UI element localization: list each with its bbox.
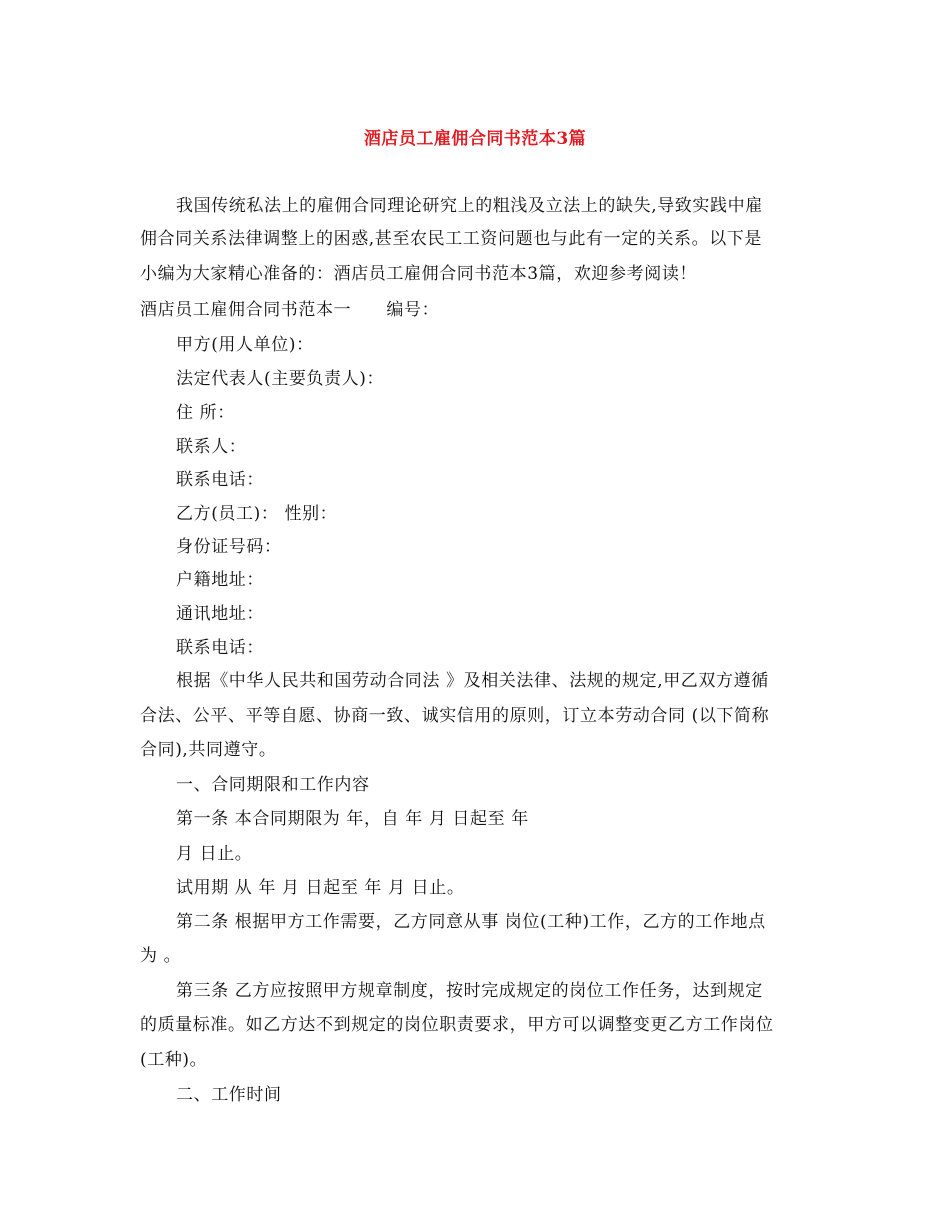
address-line: 住 所： — [176, 403, 235, 423]
household-address-line: 户籍地址： — [176, 570, 264, 590]
mailing-address-line: 通讯地址： — [176, 604, 264, 624]
id-number-line: 身份证号码： — [176, 537, 282, 557]
section-1-heading: 一、合同期限和工作内容 — [176, 775, 370, 795]
basis-line-1: 根据《中华人民共和国劳动合同法 》及相关法律、法规的规定,甲乙双方遵循 — [176, 671, 769, 691]
intro-line-2: 佣合同关系法律调整上的困惑,甚至农民工工资问题也与此有一定的关系。以下是 — [140, 229, 763, 249]
document-title: 酒店员工雇佣合同书范本3篇 — [363, 129, 587, 149]
party-a-line: 甲方(用人单位)： — [176, 335, 314, 355]
contract-heading: 酒店员工雇佣合同书范本一 编号： — [140, 300, 440, 320]
article-2-line-1: 第二条 根据甲方工作需要，乙方同意从事 岗位(工种)工作，乙方的工作地点 — [176, 912, 766, 932]
article-3-line-3: (工种)。 — [140, 1050, 208, 1070]
party-b-line: 乙方(员工)： 性别： — [176, 504, 338, 524]
contact-phone-a-line: 联系电话： — [176, 470, 264, 490]
article-1-line-2: 月 日止。 — [176, 844, 253, 864]
probation-line: 试用期 从 年 月 日起至 年 月 日止。 — [176, 878, 465, 898]
article-2-line-2: 为 。 — [140, 946, 182, 966]
intro-line-1: 我国传统私法上的雇佣合同理论研究上的粗浅及立法上的缺失,导致实践中雇 — [176, 196, 763, 216]
basis-line-3: 合同),共同遵守。 — [140, 740, 277, 760]
contact-phone-b-line: 联系电话： — [176, 638, 264, 658]
article-3-line-2: 的质量标准。如乙方达不到规定的岗位职责要求，甲方可以调整变更乙方工作岗位 — [140, 1015, 774, 1035]
legal-rep-line: 法定代表人(主要负责人)： — [176, 369, 385, 389]
contact-person-line: 联系人： — [176, 437, 247, 457]
article-1-line-1: 第一条 本合同期限为 年，自 年 月 日起至 年 — [176, 809, 529, 829]
section-2-heading: 二、工作时间 — [176, 1085, 282, 1105]
intro-line-3: 小编为大家精心准备的：酒店员工雇佣合同书范本3篇，欢迎参考阅读！ — [140, 264, 698, 284]
article-3-line-1: 第三条 乙方应按照甲方规章制度，按时完成规定的岗位工作任务，达到规定 — [176, 981, 763, 1001]
basis-line-2: 合法、公平、平等自愿、协商一致、诚实信用的原则，订立本劳动合同 (以下简称 — [140, 706, 770, 726]
